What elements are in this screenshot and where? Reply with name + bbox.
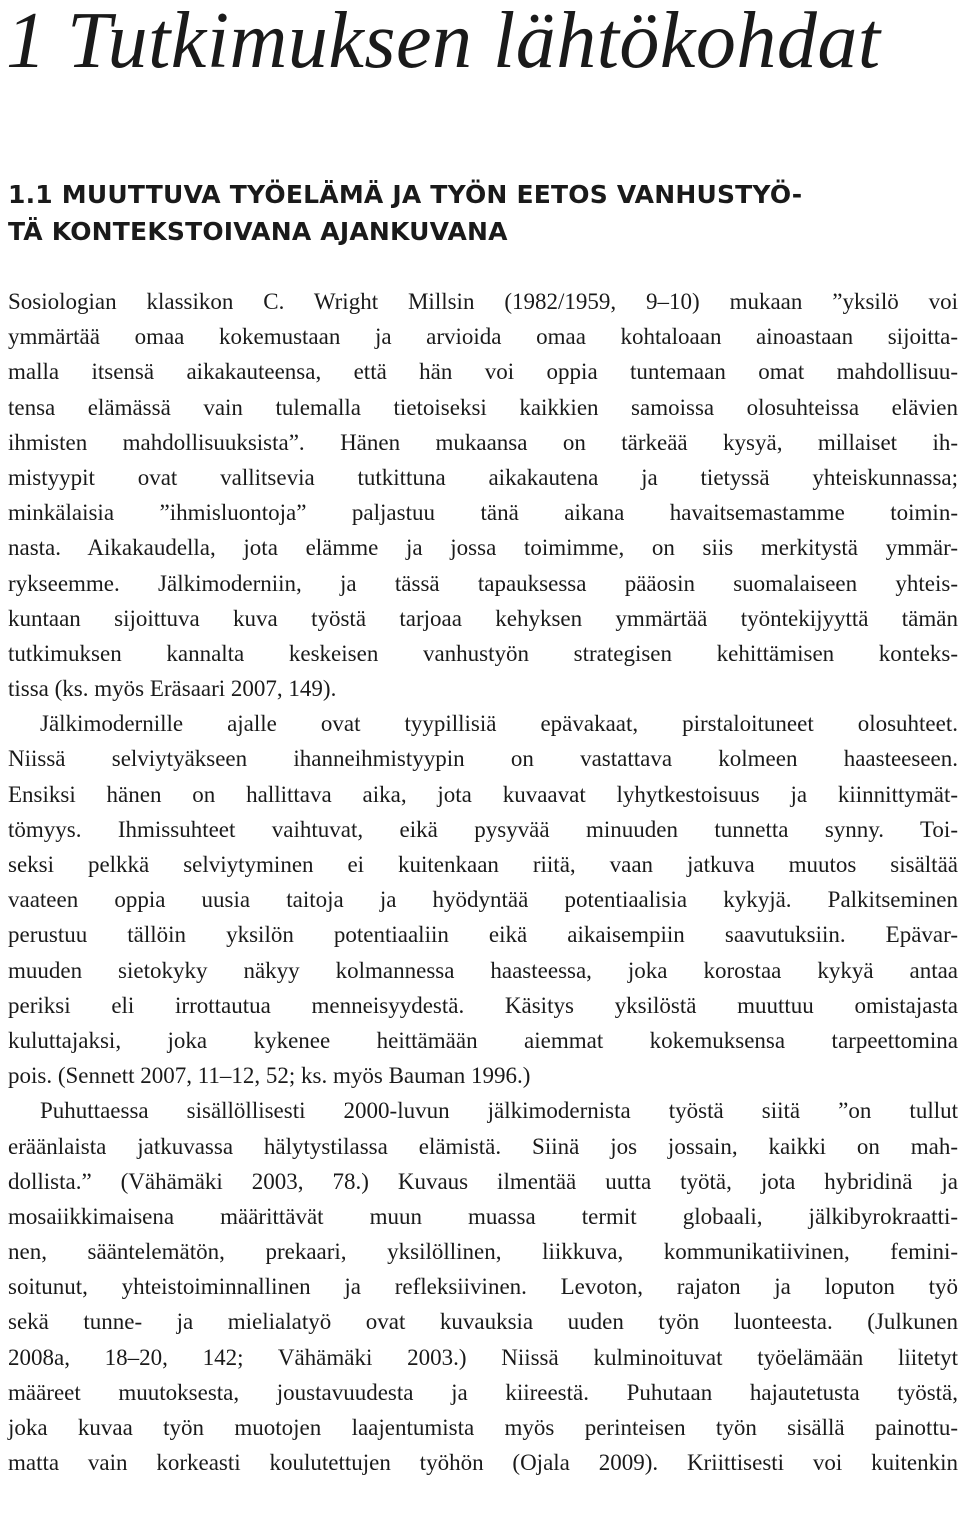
text-line: perustuu tällöin yksilön potentiaaliin eikä aikaisempiin saavutuksiin. Epävar-: [8, 922, 958, 948]
text-line: dollista.” (Vähämäki 2003, 78.) Kuvaus ilmentää uutta työtä, jota hybridinä ja: [8, 1168, 958, 1194]
text-line: nen, sääntelemätön, prekaari, yksilöllinen, liikkuva, kommunikatiivinen, femini-: [8, 1239, 958, 1265]
text-line: ihmisten mahdollisuuksista”. Hänen mukaansa on tärkeää kysyä, millaiset ih-: [8, 429, 958, 455]
text-line: minkälaisia ”ihmisluontoja” paljastuu tänä aikana havaitsemastamme toimin-: [8, 500, 958, 526]
section-heading-line: TÄ KONTEKSTOIVANA AJANKUVANA: [8, 217, 508, 246]
text-line: Sosiologian klassikon C. Wright Millsin (1982/1959, 9–10) mukaan ”yksilö voi: [8, 289, 958, 314]
text-line: joka kuvaa työn muotojen laajentumista myös perinteisen työn sisällä painottu-: [8, 1415, 958, 1440]
text-line: mistyypit ovat vallitsevia tutkittuna aikakautena ja tietyssä yhteiskunnassa;: [8, 464, 958, 490]
text-line: soitunut, yhteistoiminnallinen ja refleksiivinen. Levoton, rajaton ja loputon työ: [8, 1274, 958, 1300]
text-line: tissa (ks. myös Eräsaari 2007, 149).: [8, 676, 337, 702]
text-line: tensa elämässä vain tulemalla tietoiseksi kaikkien samoissa olosuhteissa elävien: [8, 394, 958, 420]
text-line: rykseemme. Jälkimoderniin, ja tässä tapauksessa pääosin suomalaiseen yhteis-: [8, 570, 958, 596]
text-line: mosaiikkimaisena määrittävät muun muassa termit globaali, jälkibyrokraatti-: [8, 1203, 958, 1229]
text-line: tömyys. Ihmissuhteet vaihtuvat, eikä pysyvää minuuden tunnetta synny. Toi-: [8, 816, 958, 842]
text-line: ymmärtää omaa kokemustaan ja arvioida omaa kohtaloaan ainoastaan sijoitta-: [8, 324, 958, 350]
text-line: kuluttajaksi, joka kykenee heittämään aiemmat kokemuksensa tarpeettomina: [8, 1027, 958, 1053]
section-heading-line: 1.1 MUUTTUVA TYÖELÄMÄ JA TYÖN EETOS VANHUSTYÖ-: [8, 180, 803, 209]
text-line: seksi pelkkä selviytyminen ei kuitenkaan riitä, vaan jatkuva muutos sisältää: [8, 852, 958, 877]
text-line: sekä tunne- ja mielialatyö ovat kuvauksia uuden työn luonteesta. (Julkunen: [8, 1309, 958, 1335]
text-line: 2008a, 18–20, 142; Vähämäki 2003.) Niissä kulminoituvat työelämään liitetyt: [8, 1344, 958, 1370]
text-line: vaateen oppia uusia taitoja ja hyödyntää potentiaalisia kykyjä. Palkitseminen: [8, 887, 958, 913]
text-line: muuden sietokyky näkyy kolmannessa haasteessa, joka korostaa kykyä antaa: [8, 957, 958, 983]
text-line: Niissä selviytyäkseen ihanneihmistyypin on vastattava kolmeen haasteeseen.: [8, 746, 958, 772]
body-text: [8, 284, 958, 1480]
text-line: nasta. Aikakaudella, jota elämme ja jossa toimimme, on siis merkitystä ymmär-: [8, 535, 958, 561]
text-line: Puhuttaessa sisällöllisesti 2000-luvun jälkimodernista työstä siitä ”on tullut: [40, 1098, 958, 1124]
text-line: pois. (Sennett 2007, 11–12, 52; ks. myös Bauman 1996.): [8, 1063, 531, 1089]
text-line: matta vain korkeasti koulutettujen työhön (Ojala 2009). Kriittisesti voi kuitenkin: [8, 1450, 958, 1476]
text-line: määreet muutoksesta, joustavuudesta ja kiireestä. Puhutaan hajautetusta työstä,: [8, 1379, 958, 1405]
text-line: Ensiksi hänen on hallittava aika, jota kuvaavat lyhytkestoisuus ja kiinnittymät-: [8, 781, 958, 807]
text-line: periksi eli irrottautua menneisyydestä. Käsitys yksilöstä muuttuu omistajasta: [8, 992, 958, 1018]
chapter-title: 1 Tutkimuksen lähtökohdat: [6, 0, 881, 85]
text-line: malla itsensä aikakauteensa, että hän voi oppia tuntemaan omat mahdollisuu-: [8, 359, 958, 385]
text-line: tutkimuksen kannalta keskeisen vanhustyön strategisen kehittämisen konteks-: [8, 640, 958, 666]
text-line: Jälkimodernille ajalle ovat tyypillisiä epävakaat, pirstaloituneet olosuhteet.: [40, 711, 958, 737]
text-line: eräänlaista jatkuvassa hälytystilassa elämistä. Siinä jos jossain, kaikki on mah-: [8, 1133, 958, 1159]
section-heading: [8, 176, 948, 250]
text-line: kuntaan sijoittuva kuva työstä tarjoaa kehyksen ymmärtää työntekijyyttä tämän: [8, 605, 958, 631]
